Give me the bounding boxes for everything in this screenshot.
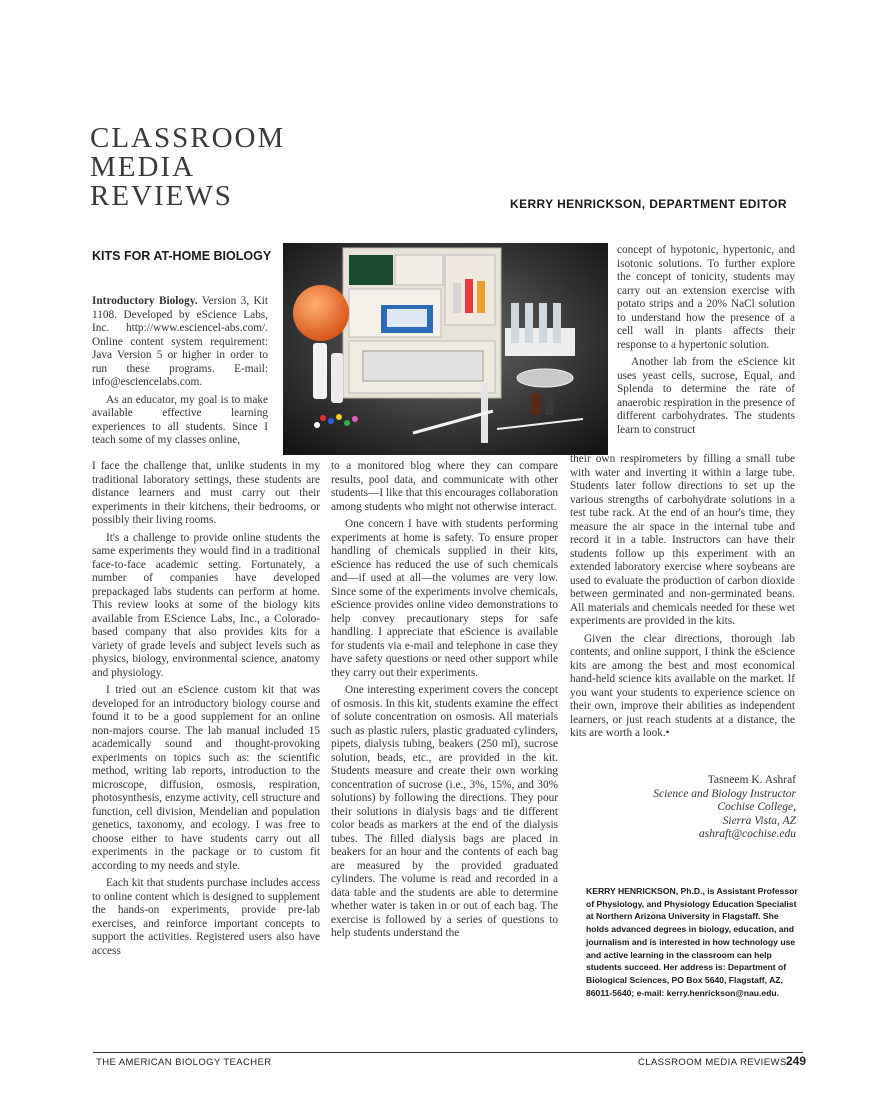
paragraph-7-continued: concept of hypotonic, hypertonic, and isotonic solutions. To further explore the concept of tonicity, students may carry out an extension exercise with potato strips and a 20% NaCl solution to understand how the presence of a cell wall in plants affects their response to a hypertonic solution. <box>617 244 795 351</box>
paragraph-5: to a monitored blog where they can compare results, pool data, and communicate with other students—I like that this encourages collaboration among students who might not otherwise interact. <box>331 460 558 513</box>
section-title-line1: CLASSROOM <box>90 122 286 154</box>
footer-rule <box>93 1052 803 1053</box>
paragraph-2: It's a challenge to provide online students the same experiments they would find in a traditional face-to-face academic setting. Fortunately, a number of companies have developed prepackaged labs students can perform at home. This review looks at some of the biology kits available from EScience Labs, Inc., a Colorado-based company that also provides kits for a variety of grade levels and subject levels such as physics, biology, environmental science, anatomy and physiology. <box>92 531 320 679</box>
paragraph-6: One concern I have with students performing experiments at home is safety. To ensure proper handling of chemicals supplied in their kits, eScience has reduced the use of such chemicals and—if used at all—the volumes are very low. Since some of the experiments involve chemicals, eScience provides online video demonstrations to help convey precautionary steps for safe handling. I appreciate that eScience is available for students via e-mail and telephone in case they have safety questions or need other support while they carry out their experiments. <box>331 518 558 679</box>
paragraph-4: Each kit that students purchase includes access to online content which is designed to supplement the hands-on experiments, provide pre-lab exercises, and reinforce important concepts to support the activities. Registered users also have access <box>92 877 320 957</box>
page-number: 249 <box>786 1054 807 1068</box>
footer-section: CLASSROOM MEDIA REVIEWS <box>638 1057 787 1068</box>
column-1-bottom <box>92 460 320 962</box>
paragraph-1-end: I face the challenge that, unlike students in my traditional laboratory settings, these students are distance learners and must carry out their experiments in their kitchens, their bedrooms, or possibly their living rooms. <box>92 460 320 526</box>
column-3-bottom <box>570 453 795 745</box>
paragraph-8-start: Another lab from the eScience kit uses yeast cells, sucrose, Equal, and Splenda to determine the rate of anaerobic respiration in the presence of different carbohydrates. The students learn to construct <box>617 356 795 436</box>
product-info: Version 3, Kit 1108. Developed by eScience Labs, Inc. http://www.esciencel-abs.com/. Online content system requirement: Java Version 5 or higher in order to run these programs. E-mail: info@esciencelabs.com. <box>92 295 268 388</box>
reviewer-email: ashraft@cochise.edu <box>698 828 796 840</box>
column-3-top <box>617 244 795 441</box>
reviewer-location: Sierra Vista, AZ <box>722 814 796 827</box>
editor-bio: KERRY HENRICKSON, Ph.D., is Assistant Professor of Physiology, and Physiology Education Specialist at Northern Arizona University in Flagstaff. She holds advanced degrees in biology, education, and journalism and is interested in how technology use and active learning in the classroom can help students succeed. Her address is: Department of Biological Sciences, PO Box 5640, Flagstaff, AZ, 86011-5640; e-mail: kerry.henrickson@nau.edu. <box>586 886 798 998</box>
paragraph-7: One interesting experiment covers the concept of osmosis. In this kit, students examine the effect of solute concentration on osmosis. All materials such as plastic rulers, plastic graduated cylinders, pipets, dialysis tubing, beakers (250 ml), sucrose solution, beads, etc., are provided in the kit. Students measure and create their own working concentration of sucrose (i.e., 3%, 15%, and 30% solutions) by following the directions. They pour their solutions in dialysis bags and tie different color beads as markers at the end of the dialysis tubes. The filled dialysis bags are placed in beakers for an hour and the contents of each bag are measured by the provided graduated cylinders. The volume is read and recorded in a data table and the students are able to determine whether water is taken in or out of each bag. The exercise is followed by a series of questions to help students understand the <box>331 684 558 939</box>
section-title-line2: MEDIA <box>90 151 196 183</box>
section-title-line3: REVIEWS <box>90 180 233 212</box>
product-title: Introductory Biology. <box>92 295 198 307</box>
column-2 <box>331 460 558 945</box>
paragraph-8-end: their own respirometers by filling a small tube with water and inverting it within a large tube. Students later follow directions to set up the various strengths of carbohydrate solutions in a test tube rack. At the end of an hour's time, they measure the air space in the internal tube and record it in a table. Instructors can have their students follow up this experiment with an extended laboratory exercise where soybeans are used to evaluate the production of carbon dioxide between germinated and non-germinated beans. All materials and chemicals needed for these wet experiments are provided in the kits. <box>570 453 795 627</box>
product-photo <box>283 243 608 455</box>
paragraph-3: I tried out an eScience custom kit that was developed for an introductory biology course and found it to be a good supplement for an online non-majors course. The lab manual included 15 academically sound and thought-provoking experiments on topics such as: the scientific method, writing lab reports, introduction to the microscope, diffusion, osmosis, respiration, photosynthesis, enzyme activity, cell structure and function, cell division, Mendelian and population genetics, taxonomy, and ecology. I was free to choose either to have students carry out all experiments in the package or to custom fit according to my needs and style. <box>92 684 320 872</box>
footer-journal: THE AMERICAN BIOLOGY TEACHER <box>96 1057 272 1068</box>
science-kit-illustration <box>283 243 608 455</box>
reviewer-college: Cochise College, <box>717 801 796 813</box>
paragraph-1-start: As an educator, my goal is to make available effective learning experiences to all students. Since I teach some of my classes online, <box>92 393 268 446</box>
reviewer-name: Tasneem K. Ashraf <box>707 774 796 786</box>
department-editor: KERRY HENRICKSON, DEPARTMENT EDITOR <box>510 197 787 211</box>
paragraph-9: Given the clear directions, thorough lab contents, and online support, I think the eScience kits are among the best and most economical hand-held science kits available on the market. If you want your students to experience science on their own, improve their abilities as independent learners, or just reach students at a distance, the kits are worth a look.• <box>570 632 795 739</box>
reviewer-title: Science and Biology Instructor <box>653 787 796 800</box>
section-title <box>90 124 285 211</box>
article-heading: KITS FOR AT-HOME BIOLOGY <box>92 249 272 263</box>
column-1-top <box>92 295 268 452</box>
reviewer-signature <box>620 774 796 842</box>
